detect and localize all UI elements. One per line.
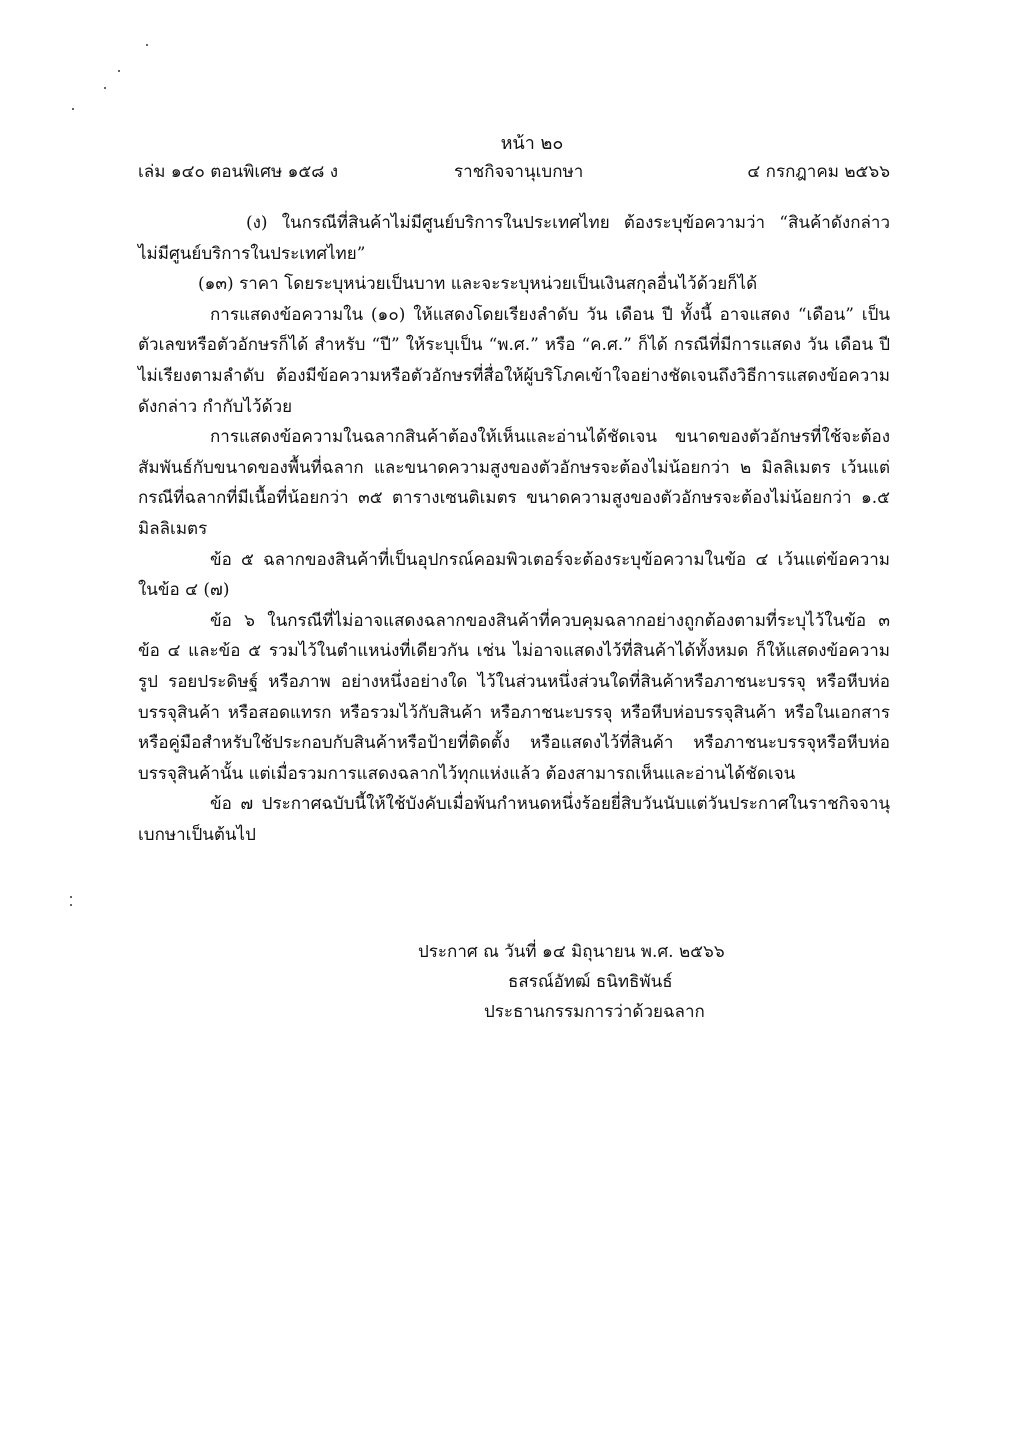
item-ng: (ง) ในกรณีที่สินค้าไม่มีศูนย์บริการในประเทศไทย ต้องระบุข้อความว่า “สินค้าดังกล่าวไม่มีศูนย์บริการในประเทศไทย” <box>138 213 890 264</box>
clause-6: ข้อ ๖ ในกรณีที่ไม่อาจแสดงฉลากของสินค้าที่ควบคุมฉลากอย่างถูกต้องตามที่ระบุไว้ในข้อ ๓ ข้อ ๔ และข้อ ๕ รวมไว้ในตำแหน่งที่เดียวกัน เช่น ไม่อาจแสดงไว้ที่สินค้าได้ทั้งหมด ก็ให้แสดงข้อความ รูป รอยประดิษฐ์ หรือภาพ อย่างหนึ่งอย่างใด ไว้ในส่วนหนึ่งส่วนใดที่สินค้าหรือภาชนะบรรจุ หรือหีบห่อบรรจุสินค้า หรือสอดแทรก หรือรวมไว้กับสินค้า หรือภาชนะบรรจุ หรือหีบห่อบรรจุสินค้า หรือในเอกสาร หรือคู่มือสำหรับใช้ประกอบกับสินค้าหรือป้ายที่ติดตั้ง หรือแสดงไว้ที่สินค้า หรือภาชนะบรรจุหรือหีบห่อบรรจุสินค้านั้น แต่เมื่อรวมการแสดงฉลากไว้ทุกแห่งแล้ว ต้องสามารถเห็นและอ่านได้ชัดเจน <box>138 610 890 784</box>
scan-speck <box>70 896 72 898</box>
scan-speck <box>70 904 72 906</box>
clause-7: ข้อ ๗ ประกาศฉบับนี้ให้ใช้บังคับเมื่อพ้นกำหนดหนึ่งร้อยยี่สิบวันนับแต่วันประกาศในราชกิจจานุเบกษาเป็นต้นไป <box>138 794 890 845</box>
clause-5: ข้อ ๕ ฉลากของสินค้าที่เป็นอุปกรณ์คอมพิวเตอร์จะต้องระบุข้อความในข้อ ๔ เว้นแต่ข้อความในข้อ ๔ (๗) <box>138 549 890 601</box>
signatory-name: ธสรณ์อัทฒ์ ธนิทธิพันธ์ <box>508 972 673 992</box>
scan-speck <box>72 108 74 110</box>
paragraph-legibility: การแสดงข้อความในฉลากสินค้าต้องให้เห็นและอ่านได้ชัดเจน ขนาดของตัวอักษรที่ใช้จะต้องสัมพันธ์กับขนาดของพื้นที่ฉลาก และขนาดความสูงของตัวอักษรจะต้องไม่น้อยกว่า ๒ มิลลิเมตร เว้นแต่กรณีที่ฉลากที่มีเนื้อที่น้อยกว่า ๓๕ ตารางเซนติเมตร ขนาดความสูงของตัวอักษรจะต้องไม่น้อยกว่า ๑.๕ มิลลิเมตร <box>138 427 890 539</box>
issue-reference: เล่ม ๑๔๐ ตอนพิเศษ ๑๕๘ ง <box>138 162 339 182</box>
scan-speck <box>146 44 148 46</box>
signatory-title: ประธานกรรมการว่าด้วยฉลาก <box>484 1002 705 1022</box>
scan-speck <box>104 87 106 89</box>
document-body <box>138 208 890 850</box>
announcement-date: ประกาศ ณ วันที่ ๑๔ มิถุนายน พ.ศ. ๒๕๖๖ <box>418 942 725 962</box>
paragraph-date-display: การแสดงข้อความใน (๑๐) ให้แสดงโดยเรียงลำดับ วัน เดือน ปี ทั้งนี้ อาจแสดง “เดือน” เป็นตัวเลขหรือตัวอักษรก็ได้ สำหรับ “ปี” ให้ระบุเป็น “พ.ศ.” หรือ “ค.ศ.” ก็ได้ กรณีที่มีการแสดง วัน เดือน ปี ไม่เรียงตามลำดับ ต้องมีข้อความหรือตัวอักษรที่สื่อให้ผู้บริโภคเข้าใจอย่างชัดเจนถึงวิธีการแสดงข้อความดังกล่าว กำกับไว้ด้วย <box>138 304 890 417</box>
gazette-header <box>138 158 890 184</box>
scan-speck <box>118 70 120 72</box>
publication-date: ๔ กรกฎาคม ๒๕๖๖ <box>747 162 890 182</box>
gazette-title: ราชกิจจานุเบกษา <box>454 162 584 182</box>
item-13: (๑๓) ราคา โดยระบุหน่วยเป็นบาท และจะระบุหน่วยเป็นเงินสกุลอื่นไว้ด้วยก็ได้ <box>198 274 758 295</box>
page-number: หน้า ๒๐ <box>500 133 564 154</box>
